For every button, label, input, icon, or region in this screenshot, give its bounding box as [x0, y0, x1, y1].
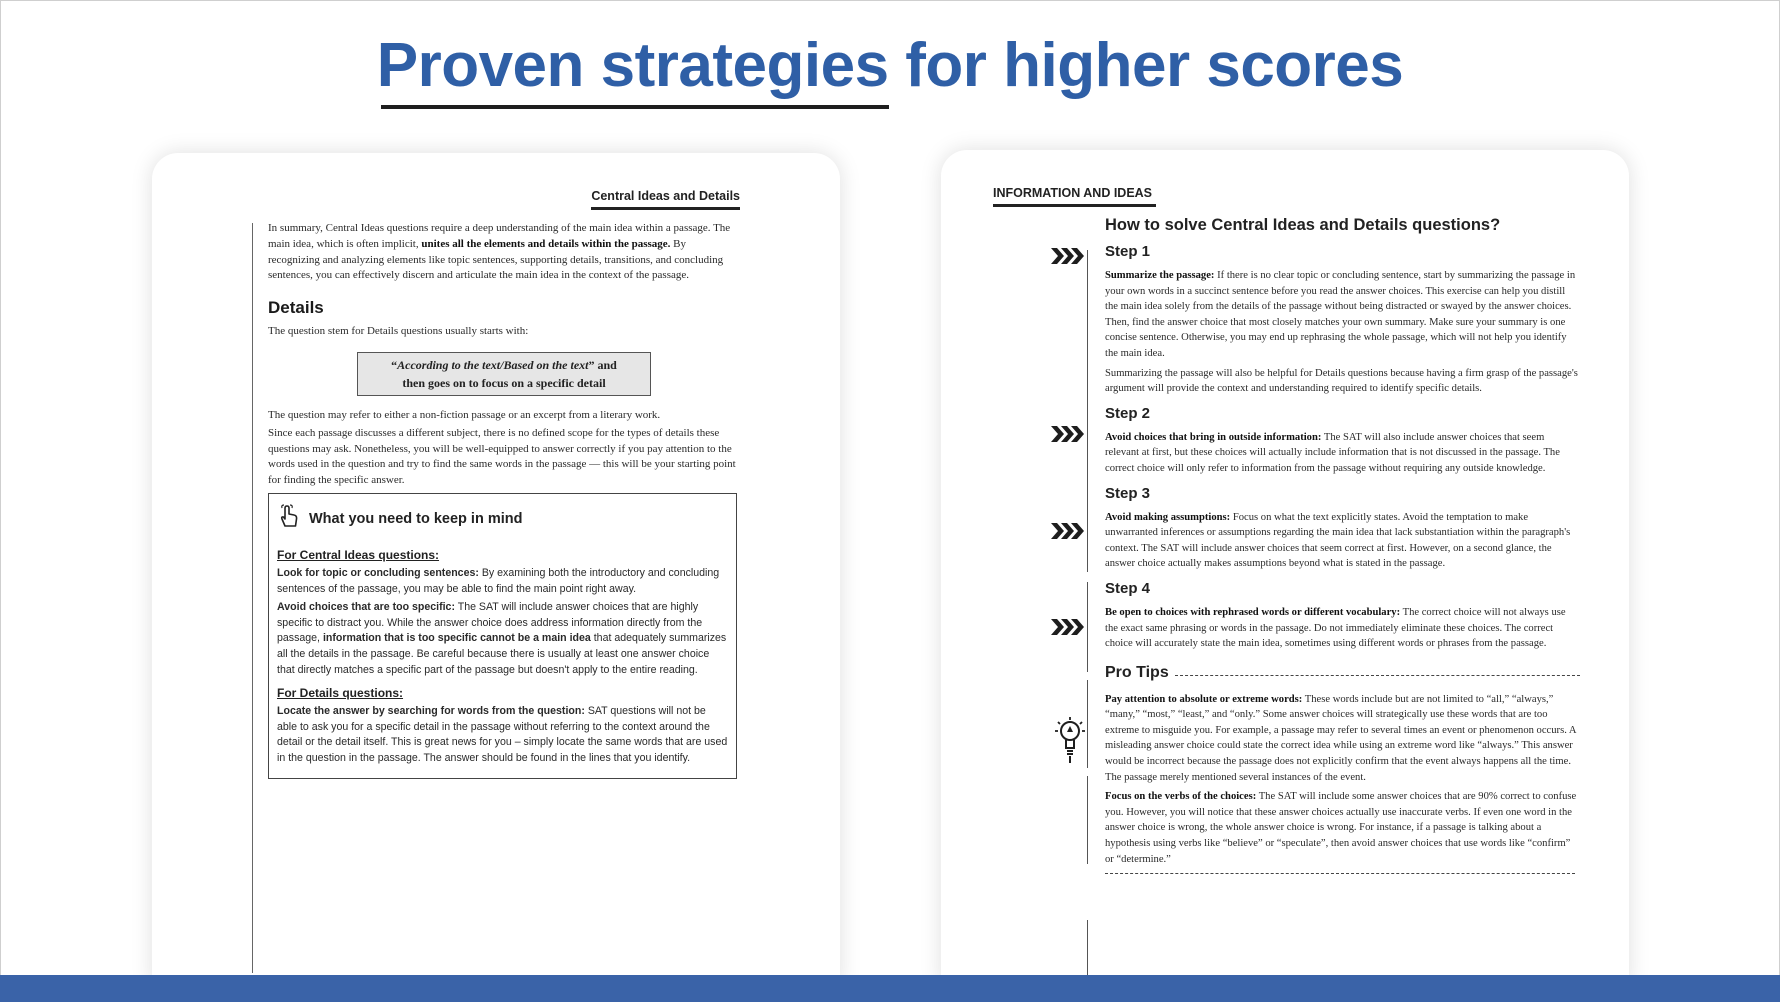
chevron-arrows-icon	[1051, 424, 1085, 444]
step-text: If there is no clear topic or concluding sentence, start by summarizing the passage in your own words in a succinct sentence before you read the answer choices. This exercise can help you distill the main idea solely from the details of the passage without being distracted or swayed by the answer choices. Then, find the answer choice that most closely matches your own summary. Make sure your summary is one concise sentence. Otherwise, you may end up rephrasing the whole passage, which will not help you identify the main idea.	[1105, 270, 1576, 359]
question-stem-box	[357, 352, 651, 396]
keep-title-row	[277, 504, 728, 534]
left-book-page	[152, 153, 840, 985]
chevron-arrows-icon	[1051, 617, 1085, 637]
step-text: The SAT will also include answer choices that seem relevant at first, but these choices will actually include information that is not discussed in the passage. The correct choice will only refer to information from the passage without requiring any outside knowledge.	[1105, 431, 1560, 474]
bottom-accent-bar	[0, 975, 1780, 1002]
details-heading: Details	[268, 298, 324, 318]
step-paragraph	[1105, 268, 1580, 362]
details-subheading: For Details questions:	[277, 686, 404, 701]
avoid-text-2: that adequately summarizes all the details in the passage. Be careful because there is usually at least one answer choice that directly matches a specific part of the passage but doesn't apply to the entire reading.	[277, 632, 727, 676]
right-book-page	[941, 150, 1629, 985]
headline-rest: for higher scores	[888, 31, 1404, 100]
step-heading: Step 4	[1105, 579, 1151, 597]
step-rule	[1087, 680, 1088, 768]
details-intro: The question stem for Details questions usually starts with:	[268, 325, 529, 338]
keep-title: What you need to keep in mind	[309, 510, 523, 527]
tip-2	[1105, 789, 1580, 867]
step-rule	[1087, 582, 1088, 672]
avoid-text-1: The SAT will include answer choices that are highly specific to distract you. While the answer choice does address information directly from the passage,	[277, 601, 703, 645]
quote-open: “	[391, 357, 398, 372]
avoid-bold: Avoid choices that are too specific:	[277, 601, 455, 614]
chevron-arrows-icon	[1051, 246, 1085, 266]
tip-2-bold: Focus on the verbs of the choices:	[1105, 791, 1257, 803]
step-bold: Avoid making assumptions:	[1105, 511, 1231, 523]
margin-rule	[252, 223, 253, 973]
running-head: Central Ideas and Details	[591, 189, 740, 210]
look-paragraph	[277, 566, 728, 597]
step-2	[1105, 405, 1580, 477]
step-rule	[1087, 776, 1088, 864]
right-page-body	[1105, 216, 1580, 874]
summary-bold: unites all the elements and details within the passage.	[421, 237, 671, 250]
since-paragraph: Since each passage discusses a different subject, there is no defined scope for the types of details these questions may ask. Nonetheless, you will be well-equipped to answer correctly if you pay attention to the words used in the question and try to find the same words in the passage — this will be your starting point for finding the specific answer.	[268, 426, 736, 487]
step-1	[1105, 243, 1580, 397]
locate-paragraph	[277, 704, 728, 766]
step-bold: Avoid choices that bring in outside information:	[1105, 431, 1322, 443]
tip-1-bold: Pay attention to absolute or extreme words:	[1105, 693, 1303, 705]
keep-in-mind-box	[268, 493, 737, 779]
central-ideas-subheading: For Central Ideas questions:	[277, 547, 440, 562]
lightbulb-icon	[1055, 716, 1085, 764]
summary-text-2: By recognizing and analyzing elements like topic sentences, supporting details, transitions, and concluding sentences, you can effectively discern and articulate the main idea in the context of the passage.	[268, 237, 724, 282]
step-heading: Step 3	[1105, 484, 1151, 502]
step-4	[1105, 580, 1580, 652]
step-heading: Step 2	[1105, 404, 1151, 422]
quote-line-2: then goes on to focus on a specific detail	[402, 375, 606, 390]
step-paragraph	[1105, 605, 1580, 652]
step-paragraph	[1105, 510, 1580, 572]
step-paragraph	[1105, 430, 1580, 477]
tip-1-text: These words include but are not limited to “all,” “always,” “many,” “most,” “least,” and “only.” Some answer choices will strategically use these words that are too extreme to misguide you. For example, a passage may refer to several times an event or phenomenon occurs. A misleading answer choice could state the correct idea while using an extreme word like “always.” This answer would be incorrect because the passage does not explicitly confirm that the event always happens all the time. The passage merely mentioned several instances of the event.	[1105, 693, 1576, 783]
dashed-divider	[1175, 675, 1580, 676]
step-bold: Be open to choices with rephrased words or different vocabulary:	[1105, 606, 1401, 618]
headline-underlined-part: Proven strategies	[376, 31, 889, 100]
step-heading: Step 1	[1105, 243, 1151, 260]
dashed-divider	[1105, 873, 1575, 874]
quote-italic: According to the text/Based on the text	[397, 357, 589, 372]
locate-bold: Locate the answer by searching for words from the question:	[277, 705, 585, 718]
step-text: Focus on what the text explicitly states. Avoid the temptation to make unwarranted inferences or assumptions regarding the main idea that lack substantiation within the paragraph's context. The SAT will include answer choices that seem correct at first. However, on a second glance, the answer choice actually makes assumptions beyond what is stated in the passage.	[1105, 511, 1571, 570]
summary-text-1: In summary, Central Ideas questions require a deep understanding of the main idea within a passage. The main idea, which is often implicit,	[268, 222, 731, 250]
running-head: INFORMATION AND IDEAS	[993, 186, 1156, 207]
step-rule	[1087, 250, 1088, 572]
tip-2-text: The SAT will include some answer choices that are 90% correct to confuse you. However, you will notice that these answer choices actually use inaccurate verbs. If even one word in the answer choice is wrong, the whole answer choice is wrong. For instance, if a passage is talking about a hypothesis using verbs like “believe” or “speculate”, then avoid answer choices that use words like “confirm” or “determine.”	[1105, 791, 1577, 865]
step-extra: Summarizing the passage will also be helpful for Details questions because having a firm grasp of the passage's argument will provide the context and understanding required to identify specific details.	[1105, 367, 1578, 395]
pro-tips-heading	[1105, 664, 1580, 682]
look-text: By examining both the introductory and concluding sentences of the passage, you may be able to find the main point right away.	[277, 566, 720, 595]
left-page-body	[268, 221, 740, 779]
look-bold: Look for topic or concluding sentences:	[277, 566, 479, 579]
step-bold: Summarize the passage:	[1105, 270, 1215, 281]
page-title: How to solve Central Ideas and Details questions?	[1105, 216, 1501, 234]
locate-text: SAT questions will not be able to ask you for a specific detail in the passage without referring to the context around the detail or the detail itself. This is great news for you – simply locate the same words that are used in the question in the passage. The answer should be found in the lines that you identify.	[277, 705, 728, 764]
pointing-hand-icon	[277, 504, 301, 534]
chevron-arrows-icon	[1051, 521, 1085, 541]
headline	[0, 30, 1780, 101]
pro-tips-label: Pro Tips	[1105, 663, 1169, 681]
summary-paragraph	[268, 221, 740, 284]
quote-line-1	[364, 356, 644, 374]
refer-paragraph: The question may refer to either a non-fiction passage or an excerpt from a literary work.	[268, 408, 661, 421]
avoid-bold-2: information that is too specific cannot be a main idea	[322, 632, 591, 645]
avoid-paragraph	[277, 600, 728, 678]
tip-1	[1105, 692, 1580, 786]
quote-close: ” and	[588, 357, 617, 372]
step-3	[1105, 485, 1580, 572]
step-text: The correct choice will not always use the exact same phrasing or words in the passage. Do not immediately eliminate these choices. The correct choice will accurately state the main idea, sometimes using different words or phrases from the passage.	[1105, 606, 1566, 650]
